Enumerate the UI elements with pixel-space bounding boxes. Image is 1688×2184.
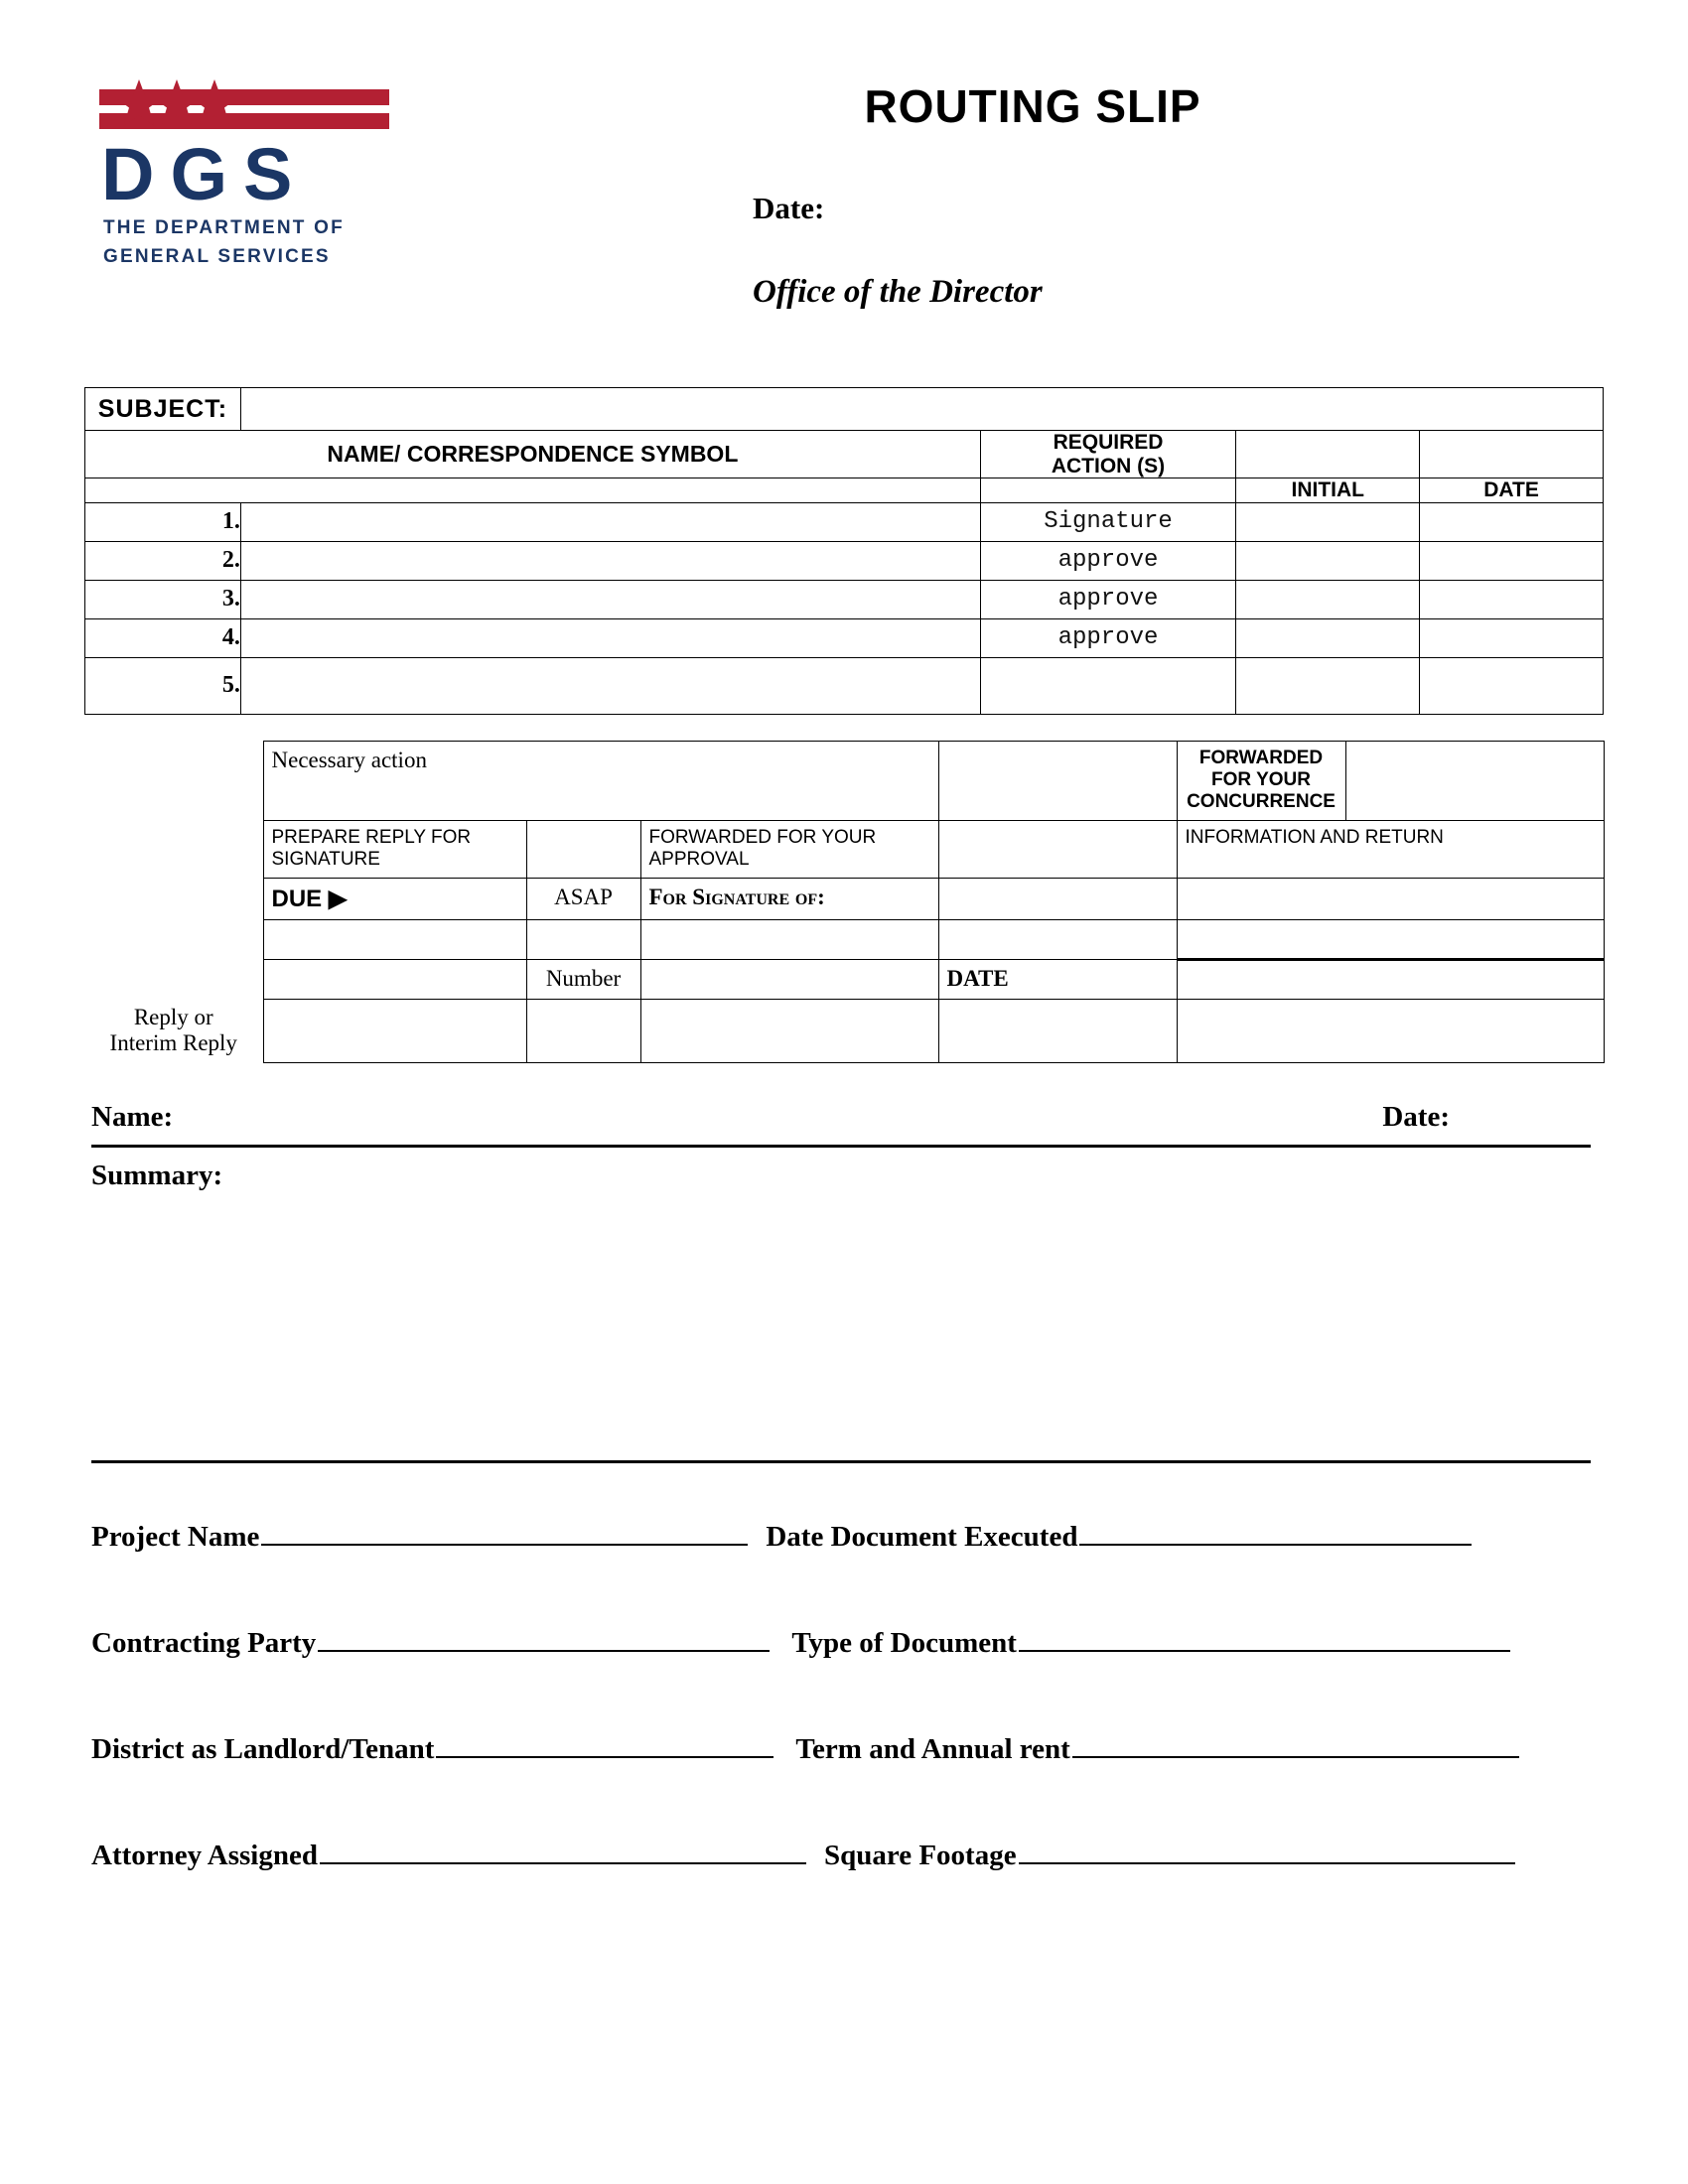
field-row [91, 1627, 1609, 1660]
col-name-symbol: NAME/ CORRESPONDENCE SYMBOL [85, 431, 981, 478]
options-row-6-c5[interactable] [938, 999, 1177, 1062]
district-landlord-tenant-input[interactable] [436, 1736, 774, 1758]
prepare-reply-line1: PREPARE REPLY FOR [271, 826, 472, 848]
spacer-left-2 [84, 820, 263, 878]
options-row-4-c3[interactable] [526, 919, 640, 959]
forwarded-approval-checkbox[interactable] [938, 820, 1177, 878]
term-annual-rent-field [795, 1733, 1518, 1766]
number-text: Number [545, 965, 622, 991]
information-return-option[interactable] [1177, 820, 1604, 878]
col-date-spacer [1420, 431, 1604, 478]
for-signature-of-text: For Signature of: [648, 884, 825, 909]
table-row [85, 657, 1604, 714]
summary-label: Summary: [91, 1159, 223, 1191]
options-row-5-right[interactable] [1177, 959, 1604, 999]
for-signature-of-label [640, 878, 938, 919]
signoff-date-label: Date: [1382, 1100, 1450, 1133]
date-document-executed-label: Date Document Executed [766, 1520, 1078, 1553]
routing-table [84, 387, 1604, 715]
row-name-input[interactable] [240, 657, 980, 714]
field-row [91, 1733, 1609, 1766]
options-row-3 [84, 878, 1604, 919]
attorney-assigned-field [91, 1840, 806, 1872]
row-name-input[interactable] [240, 541, 980, 580]
contracting-party-label: Contracting Party [91, 1626, 317, 1659]
options-row-4 [84, 919, 1604, 959]
number-label [526, 959, 640, 999]
options-row-6-c4[interactable] [640, 999, 938, 1062]
fc-line3: CONCURRENCE [1187, 791, 1336, 813]
row-action[interactable]: Signature [980, 502, 1236, 541]
row-action[interactable]: approve [980, 541, 1236, 580]
fc-line2: FOR YOUR [1211, 768, 1311, 790]
table-row [85, 618, 1604, 657]
row-name-input[interactable] [240, 580, 980, 618]
logo-subtitle-line1: THE DEPARTMENT OF [103, 216, 345, 238]
options-row-2 [84, 820, 1604, 878]
row-date-input[interactable] [1420, 502, 1604, 541]
row-date-input[interactable] [1420, 618, 1604, 657]
col-required-action [980, 431, 1236, 478]
col-initial: INITIAL [1236, 478, 1420, 503]
options-row-1 [84, 741, 1604, 820]
col-required-action-line1: REQUIRED [1053, 431, 1164, 454]
type-of-document-label: Type of Document [791, 1626, 1017, 1659]
contracting-party-field [91, 1627, 770, 1660]
necessary-action-label: Necessary action [271, 747, 427, 772]
row-date-input[interactable] [1420, 580, 1604, 618]
options-row-6 [84, 999, 1604, 1062]
summary-rule [91, 1460, 1591, 1463]
for-signature-of-checkbox[interactable] [938, 878, 1177, 919]
prepare-reply-checkbox[interactable] [526, 820, 640, 878]
options-row-6-right[interactable] [1177, 999, 1604, 1062]
square-footage-input[interactable] [1019, 1843, 1515, 1864]
project-name-input[interactable] [261, 1524, 748, 1546]
row-action[interactable] [980, 657, 1236, 714]
spacer-left-3 [84, 878, 263, 919]
date-value-input[interactable] [640, 959, 938, 999]
number-value-input[interactable] [263, 959, 526, 999]
square-footage-field [824, 1840, 1515, 1872]
col-name-symbol-spacer [85, 478, 981, 503]
asap-option[interactable] [526, 878, 640, 919]
row-action[interactable]: approve [980, 580, 1236, 618]
district-landlord-tenant-field [91, 1733, 774, 1766]
term-annual-rent-label: Term and Annual rent [795, 1732, 1070, 1765]
table-row [85, 541, 1604, 580]
options-row-4-c2[interactable] [263, 919, 526, 959]
type-of-document-input[interactable] [1019, 1630, 1510, 1652]
header-office-label: Office of the Director [753, 274, 1043, 310]
title-block [635, 79, 1529, 311]
field-row [91, 1521, 1609, 1554]
logo-subtitle-line2: GENERAL SERVICES [103, 245, 331, 267]
subject-input[interactable] [240, 388, 1603, 431]
subject-row [85, 388, 1604, 431]
reply-line2: Interim Reply [109, 1030, 237, 1056]
signoff-rule [91, 1145, 1591, 1148]
options-row-5 [84, 959, 1604, 999]
logo-letters: DGS [101, 133, 309, 215]
options-row-6-c3[interactable] [526, 999, 640, 1062]
asap-label: ASAP [554, 884, 613, 909]
project-name-field [91, 1521, 748, 1554]
subject-label: SUBJECT: [85, 388, 241, 431]
page-header [79, 60, 1609, 387]
date-document-executed-field [766, 1521, 1472, 1554]
options-row-4-c5[interactable] [938, 919, 1177, 959]
due-text: DUE [271, 885, 323, 912]
col-required-action-line2: ACTION (S) [1051, 454, 1166, 478]
page-title: ROUTING SLIP [864, 80, 1201, 132]
col-initial-spacer [1236, 431, 1420, 478]
options-row-4-right[interactable] [1177, 919, 1604, 959]
reply-line1: Reply or [133, 1005, 213, 1030]
due-label [263, 878, 526, 919]
table-row [85, 502, 1604, 541]
row-action[interactable]: approve [980, 618, 1236, 657]
column-header-row [85, 431, 1604, 478]
forwarded-approval-line2: APPROVAL [648, 849, 750, 871]
field-row [91, 1840, 1609, 1872]
signoff-row [79, 1101, 1609, 1145]
row-date-input[interactable] [1420, 541, 1604, 580]
date-label [938, 959, 1177, 999]
district-landlord-tenant-label: District as Landlord/Tenant [91, 1732, 435, 1765]
spacer-left-1 [84, 741, 263, 820]
spacer-left-4 [84, 919, 263, 959]
forwarded-approval-option[interactable] [640, 820, 938, 878]
bottom-fields [79, 1521, 1609, 1872]
options-row-3-right[interactable] [1177, 878, 1604, 919]
fc-line1: FORWARDED [1198, 747, 1324, 768]
prepare-reply-option[interactable] [263, 820, 526, 878]
forwarded-approval-line1: FORWARDED FOR YOUR [648, 826, 877, 848]
header-date-label: Date: [753, 191, 825, 225]
row-number: 4. [85, 618, 241, 657]
square-footage-label: Square Footage [823, 1839, 1017, 1871]
row-number: 3. [85, 580, 241, 618]
forwarded-concurrence-label [1177, 741, 1345, 820]
spacer-left-5 [84, 959, 263, 999]
information-return-label: INFORMATION AND RETURN [1185, 826, 1444, 848]
contracting-party-input[interactable] [318, 1630, 770, 1652]
summary-input[interactable] [79, 1192, 1609, 1460]
term-annual-rent-input[interactable] [1072, 1736, 1519, 1758]
options-table [84, 741, 1605, 1063]
row-number: 5. [85, 657, 241, 714]
type-of-document-field [791, 1627, 1510, 1660]
options-row-4-c4[interactable] [640, 919, 938, 959]
options-row-6-c2[interactable] [263, 999, 526, 1062]
row-initial-input[interactable] [1236, 580, 1420, 618]
row-initial-input[interactable] [1236, 541, 1420, 580]
date-document-executed-input[interactable] [1079, 1524, 1472, 1546]
row-date-input[interactable] [1420, 657, 1604, 714]
reply-interim-label [84, 999, 263, 1062]
table-row [85, 580, 1604, 618]
prepare-reply-line2: SIGNATURE [271, 849, 380, 871]
row-number: 1. [85, 502, 241, 541]
dgs-logo [99, 79, 407, 269]
necessary-action-option[interactable] [263, 741, 938, 820]
column-header-row-2 [85, 478, 1604, 503]
arrow-right-icon: ▶ [328, 885, 348, 912]
row-name-input[interactable] [240, 618, 980, 657]
project-name-label: Project Name [91, 1520, 260, 1553]
row-number: 2. [85, 541, 241, 580]
necessary-action-checkbox[interactable] [938, 741, 1177, 820]
col-required-action-spacer [980, 478, 1236, 503]
forwarded-concurrence-checkbox[interactable] [1345, 741, 1604, 820]
signoff-name-label: Name: [91, 1100, 174, 1133]
row-initial-input[interactable] [1236, 657, 1420, 714]
row-initial-input[interactable] [1236, 502, 1420, 541]
attorney-assigned-label: Attorney Assigned [91, 1839, 318, 1871]
date-text: DATE [946, 965, 1009, 991]
row-name-input[interactable] [240, 502, 980, 541]
col-date: DATE [1420, 478, 1604, 503]
attorney-assigned-input[interactable] [320, 1843, 806, 1864]
row-initial-input[interactable] [1236, 618, 1420, 657]
